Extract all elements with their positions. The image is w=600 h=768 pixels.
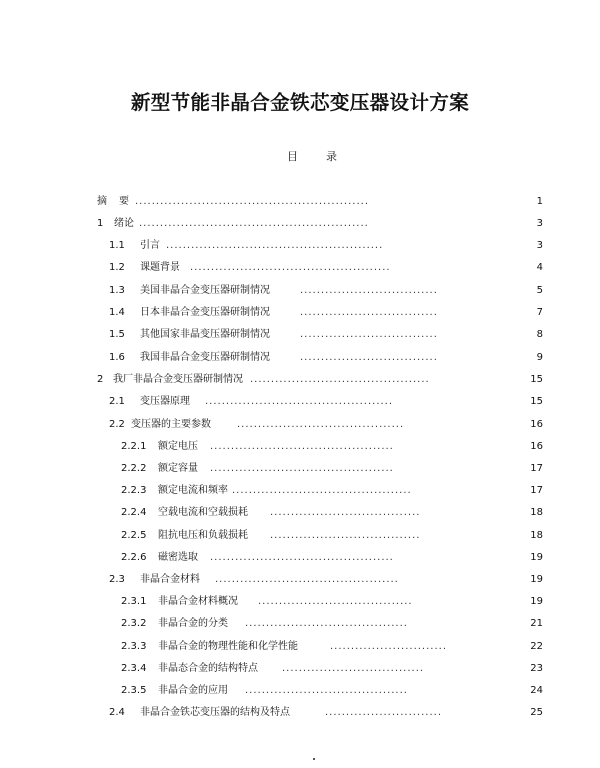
toc-row[interactable] xyxy=(109,305,438,321)
toc-row[interactable] xyxy=(121,639,448,655)
toc-entry-number: 1.3 xyxy=(109,285,125,296)
toc-entry-number: 1 xyxy=(97,218,104,229)
toc-leader-dots: ..................................... xyxy=(258,596,413,607)
toc-leader-dots: ................................. xyxy=(300,352,438,363)
toc-heading-left: 目 xyxy=(287,150,298,163)
toc-page-number: 17 xyxy=(530,485,543,496)
toc-entry-number: 2.3.2 xyxy=(121,618,147,629)
toc-entry-title: 变压器原理 xyxy=(140,396,190,407)
toc-row[interactable] xyxy=(121,528,421,544)
toc-entry-number: 1.2 xyxy=(109,262,125,273)
toc-entry-title: 绪论 xyxy=(114,218,134,229)
toc-leader-dots: ............................................ xyxy=(215,574,399,585)
toc-entry-title: 非晶合金的应用 xyxy=(158,685,228,696)
toc-leader-dots: ........................................ xyxy=(237,419,405,430)
toc-entry-title: 其他国家非晶变压器研制情况 xyxy=(140,329,270,340)
toc-entry-number: 2.2 xyxy=(109,419,125,430)
toc-entry-title: 日本非晶合金变压器研制情况 xyxy=(140,307,270,318)
toc-entry-number: 2.2.5 xyxy=(121,530,147,541)
toc-leader-dots: ................................. xyxy=(300,307,438,318)
toc-leader-dots: .................................... xyxy=(270,530,421,541)
toc-leader-dots: .................................................... xyxy=(166,240,384,251)
toc-entry-title: 我国非晶合金变压器研制情况 xyxy=(140,352,270,363)
toc-page-number: 16 xyxy=(530,419,543,430)
toc-entry-title: 美国非晶合金变压器研制情况 xyxy=(140,285,270,296)
toc-row[interactable] xyxy=(121,616,408,632)
toc-row[interactable] xyxy=(97,372,430,388)
toc-entry-title: 磁密选取 xyxy=(158,552,198,563)
toc-entry-number: 2 xyxy=(97,374,104,385)
toc-row[interactable] xyxy=(97,216,369,232)
toc-entry-number: 摘 xyxy=(97,196,107,207)
toc-page-number: 23 xyxy=(530,663,543,674)
toc-page-number: 18 xyxy=(530,507,543,518)
toc-row[interactable] xyxy=(109,327,438,343)
toc-entry-number: 2.2.4 xyxy=(121,507,147,518)
toc-page-number: 1 xyxy=(536,196,543,207)
toc-leader-dots: ........................................................ xyxy=(135,196,370,207)
toc-row[interactable] xyxy=(121,505,421,521)
toc-leader-dots: ............................................ xyxy=(210,441,394,452)
toc-entry-number: 1.6 xyxy=(109,352,125,363)
toc-page-number: 15 xyxy=(530,396,543,407)
toc-entry-title: 额定容量 xyxy=(158,463,198,474)
toc-row[interactable] xyxy=(109,417,405,433)
toc-row[interactable] xyxy=(109,705,443,721)
toc-page-number: 4 xyxy=(536,262,543,273)
toc-row[interactable] xyxy=(109,572,399,588)
toc-entry-number: 1.4 xyxy=(109,307,125,318)
toc-page-number: 17 xyxy=(530,463,543,474)
toc-leader-dots: ............................................ xyxy=(210,463,394,474)
toc-entry-title: 引言 xyxy=(140,240,160,251)
toc-row[interactable] xyxy=(109,238,384,254)
toc-entry-number: 2.1 xyxy=(109,396,125,407)
toc-entry-title: 非晶合金材料概况 xyxy=(158,596,238,607)
toc-page-number: 3 xyxy=(536,240,543,251)
toc-leader-dots: ................................. xyxy=(300,285,438,296)
toc-leader-dots: ............................................ xyxy=(210,552,394,563)
toc-row[interactable] xyxy=(121,661,425,677)
document-title: 新型节能非晶合金铁芯变压器设计方案 xyxy=(130,91,470,114)
toc-page-number: 21 xyxy=(530,618,543,629)
toc-row[interactable] xyxy=(121,683,408,699)
toc-entry-title: 额定电压 xyxy=(158,441,198,452)
toc-leader-dots: .................................. xyxy=(282,663,425,674)
toc-leader-dots: ....................................... xyxy=(245,685,408,696)
toc-row[interactable] xyxy=(97,194,370,210)
toc-entry-title: 要 xyxy=(119,196,129,207)
toc-row[interactable] xyxy=(109,283,438,299)
toc-leader-dots: ....................................... xyxy=(245,618,408,629)
toc-entry-title: 非晶态合金的结构特点 xyxy=(158,663,258,674)
footer-mark xyxy=(313,758,315,760)
toc-entry-title: 阻抗电压和负载损耗 xyxy=(158,530,248,541)
toc-entry-title: 我厂非晶合金变压器研制情况 xyxy=(113,374,243,385)
toc-page-number: 7 xyxy=(536,307,543,318)
toc-row[interactable] xyxy=(121,461,394,477)
toc-page-number: 24 xyxy=(530,685,543,696)
toc-entry-title: 非晶合金铁芯变压器的结构及特点 xyxy=(140,707,290,718)
toc-entry-title: 变压器的主要参数 xyxy=(131,419,211,430)
toc-page-number: 15 xyxy=(530,374,543,385)
toc-entry-title: 空载电流和空载损耗 xyxy=(158,507,248,518)
toc-page-number: 3 xyxy=(536,218,543,229)
toc-leader-dots: ................................. xyxy=(300,329,438,340)
toc-leader-dots: ............................ xyxy=(330,641,448,652)
toc-leader-dots: ........................................... xyxy=(232,485,412,496)
toc-entry-number: 2.3.3 xyxy=(121,641,147,652)
toc-page-number: 18 xyxy=(530,530,543,541)
toc-entry-title: 非晶合金的物理性能和化学性能 xyxy=(158,641,298,652)
toc-page-number: 25 xyxy=(530,707,543,718)
toc-entry-title: 非晶合金的分类 xyxy=(158,618,228,629)
toc-leader-dots: ............................ xyxy=(325,707,443,718)
toc-row[interactable] xyxy=(109,394,394,410)
toc-row[interactable] xyxy=(121,483,412,499)
toc-heading xyxy=(287,148,337,164)
toc-row[interactable] xyxy=(109,350,438,366)
toc-entry-number: 2.2.3 xyxy=(121,485,147,496)
toc-entry-number: 2.2.2 xyxy=(121,463,147,474)
toc-entry-number: 2.2.6 xyxy=(121,552,147,563)
toc-entry-title: 课题背景 xyxy=(140,262,180,273)
toc-row[interactable] xyxy=(121,550,394,566)
toc-entry-number: 2.2.1 xyxy=(121,441,147,452)
toc-page-number: 5 xyxy=(536,285,543,296)
toc-leader-dots: ............................................. xyxy=(205,396,394,407)
toc-page-number: 19 xyxy=(530,574,543,585)
toc-entry-title: 非晶合金材料 xyxy=(140,574,200,585)
toc-entry-number: 2.3.4 xyxy=(121,663,147,674)
toc-entry-number: 1.1 xyxy=(109,240,125,251)
toc-heading-right: 录 xyxy=(326,150,337,163)
toc-page-number: 19 xyxy=(530,552,543,563)
toc-row[interactable] xyxy=(121,594,413,610)
toc-row[interactable] xyxy=(109,260,391,276)
toc-page-number: 16 xyxy=(530,441,543,452)
toc-entry-title: 额定电流和频率 xyxy=(158,485,228,496)
toc-entry-number: 2.3 xyxy=(109,574,125,585)
toc-row[interactable] xyxy=(121,439,394,455)
toc-leader-dots: ........................................... xyxy=(250,374,430,385)
toc-page-number: 9 xyxy=(536,352,543,363)
toc-page-number: 22 xyxy=(530,641,543,652)
toc-leader-dots: .................................... xyxy=(270,507,421,518)
toc-entry-number: 1.5 xyxy=(109,329,125,340)
toc-page-number: 8 xyxy=(536,329,543,340)
toc-entry-number: 2.3.1 xyxy=(121,596,147,607)
toc-leader-dots: ................................................ xyxy=(190,262,391,273)
toc-entry-number: 2.3.5 xyxy=(121,685,147,696)
toc-entry-number: 2.4 xyxy=(109,707,125,718)
toc-page-number: 19 xyxy=(530,596,543,607)
toc-leader-dots: ....................................................... xyxy=(139,218,369,229)
